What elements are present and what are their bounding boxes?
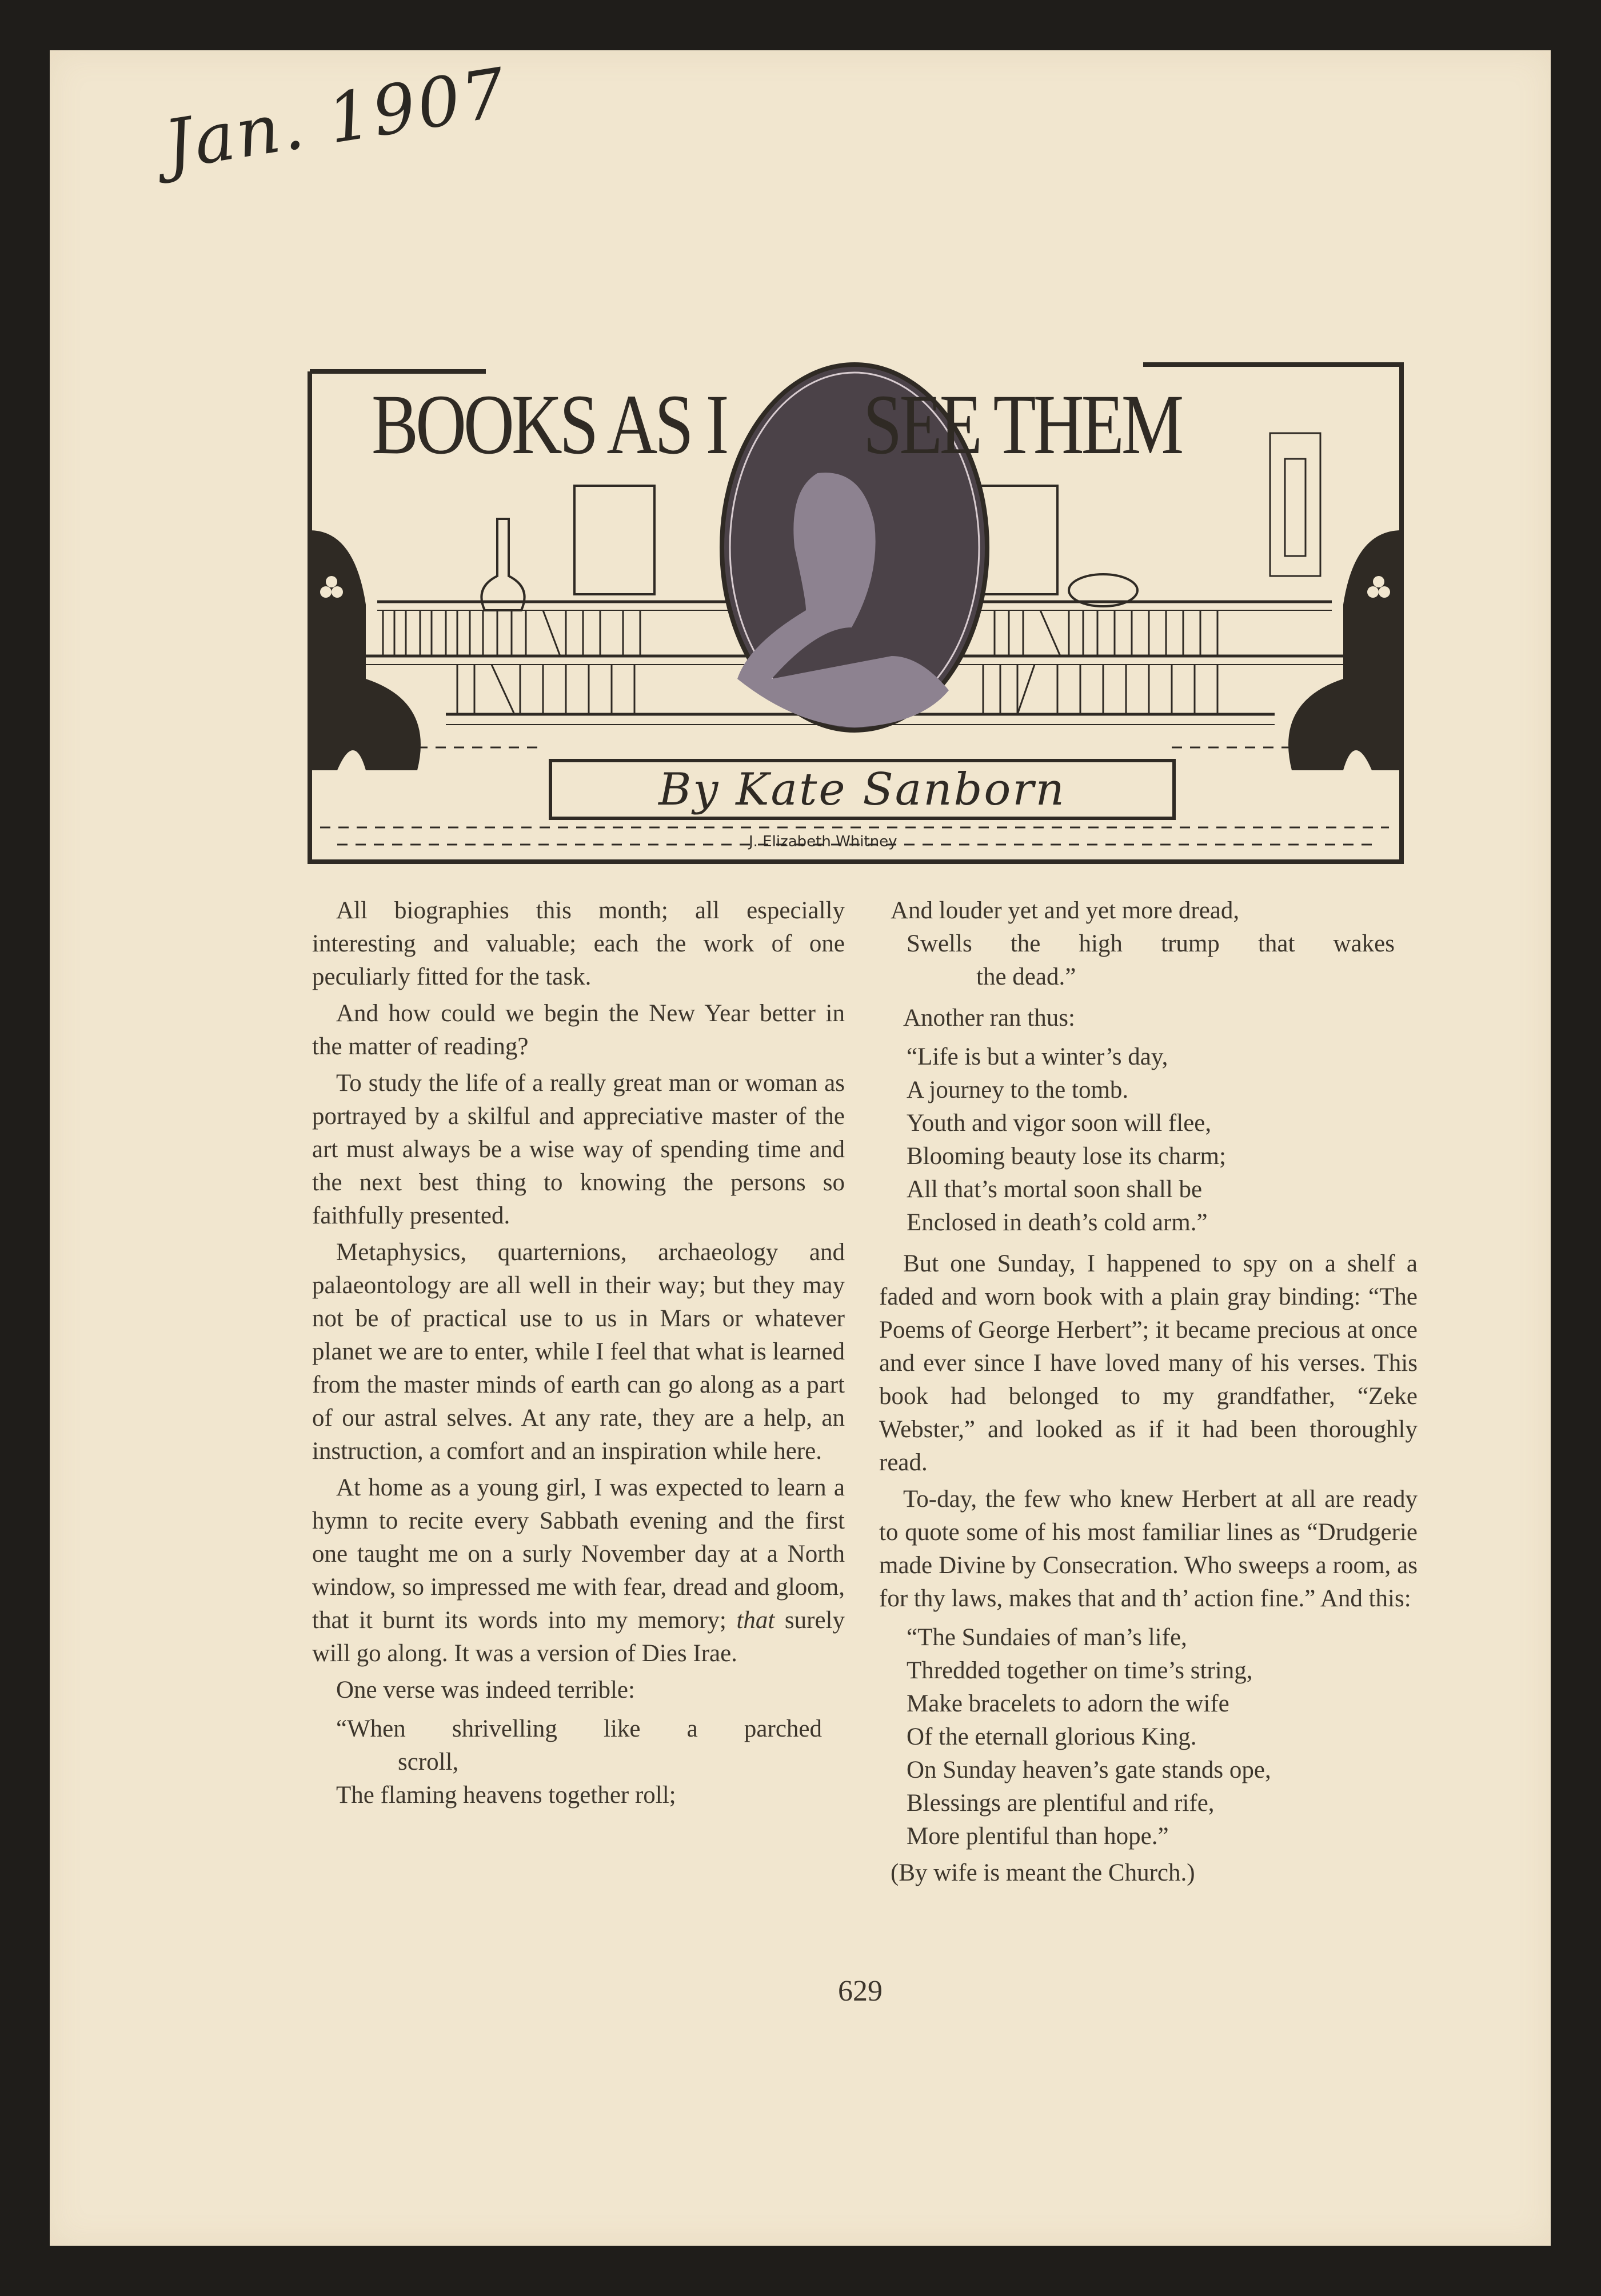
herbert-verse	[879, 1621, 1418, 1853]
verse-line: Blooming beauty lose its charm;	[907, 1143, 1226, 1170]
paragraph: And how could we begin the New Year better in the matter of reading?	[312, 1000, 845, 1060]
verse-line: All that’s mortal soon shall be	[907, 1176, 1203, 1203]
page-number: 629	[838, 1975, 883, 2007]
paragraph: All biographies this month; all especially interesting and valuable; each the work of one peculiarly fitted for the task.	[312, 897, 845, 990]
title-right-text: SEE THEM	[863, 377, 1181, 472]
handwritten-date-note: Jan. 1907	[159, 53, 513, 185]
verse-line: Swells the high trump that wakes	[907, 930, 1395, 957]
verse-line: the dead.”	[976, 963, 1076, 990]
emphasis-text: that	[736, 1607, 775, 1634]
verse-intro: One verse was indeed terrible:	[336, 1677, 635, 1703]
winter-verse	[879, 1041, 1418, 1239]
verse-line: Make bracelets to adorn the wife	[907, 1690, 1229, 1717]
title-left-text: BOOKS AS I	[372, 377, 726, 472]
paragraph: But one Sunday, I happened to spy on a shelf a faded and worn book with a plain gray binding: “The Poems of George Herbert”; it became precious at once and ever since I have loved many of his verses. This book had belonged to my grandfather, “Zeke Webster,” and looked as if it had been thoroughly read.	[879, 1250, 1418, 1476]
byline-box	[549, 759, 1176, 820]
dies-irae-verse-continued	[879, 894, 1418, 994]
verse-line: Enclosed in death’s cold arm.”	[907, 1209, 1208, 1236]
verse-line: A journey to the tomb.	[907, 1077, 1129, 1103]
illustrator-signature: J. Elizabeth Whitney	[749, 833, 897, 850]
header-banner	[303, 359, 1406, 864]
verse-line: “Life is but a winter’s day,	[907, 1043, 1168, 1070]
author-byline: By Kate Sanborn	[658, 763, 1066, 815]
verse-line: “When shrivelling like a parched	[336, 1715, 822, 1742]
dies-irae-verse	[312, 1713, 845, 1812]
left-column	[312, 894, 845, 1815]
text-run: surely will go along. It was a version of Dies Irae.	[312, 1607, 845, 1667]
verse-line: On Sunday heaven’s gate stands ope,	[907, 1757, 1271, 1783]
another-intro: Another ran thus:	[903, 1005, 1075, 1031]
paragraph: To study the life of a really great man or woman as portrayed by a skilful and appreciative master of the art must always be a wise way of spending time and the next best thing to knowing the persons so faithfully presented.	[312, 1070, 845, 1229]
verse-line: Youth and vigor soon will flee,	[907, 1110, 1212, 1137]
paragraph: Metaphysics, quarternions, archaeology and palaeontology are all well in their way; but they may not be of practical use to us in Mars or whatever planet we are to enter, while I feel that what is learned from the master minds of earth can go along as a part of our astral selves. At any rate, they are a help, an instruction, a comfort and an inspiration while here.	[312, 1239, 845, 1465]
verse-line: And louder yet and yet more dread,	[891, 897, 1240, 924]
text-run: At home as a young girl, I was expected to learn a hymn to recite every Sabbath evening and the first one taught me on a surly November day at a North window, so impressed me with fear, dread and gloom, that it burnt its words into my memory;	[312, 1474, 845, 1634]
closing-note: (By wife is meant the Church.)	[891, 1859, 1195, 1886]
verse-line: Blessings are plentiful and rife,	[907, 1790, 1215, 1817]
hymn-paragraph	[312, 1471, 845, 1670]
verse-line: Of the eternall glorious King.	[907, 1723, 1197, 1750]
right-column	[879, 894, 1418, 1890]
verse-line: The flaming heavens together roll;	[336, 1782, 676, 1809]
verse-line: “The Sundaies of man’s life,	[907, 1624, 1187, 1651]
verse-line: scroll,	[398, 1749, 459, 1775]
verse-line: More plentiful than hope.”	[907, 1823, 1169, 1850]
verse-line: Thredded together on time’s string,	[907, 1657, 1253, 1684]
paragraph: To-day, the few who knew Herbert at all are ready to quote some of his most familiar lines as “Drudgerie made Divine by Consecration. Who sweeps a room, as for thy laws, makes that and th’ action fine.” And this:	[879, 1486, 1418, 1612]
